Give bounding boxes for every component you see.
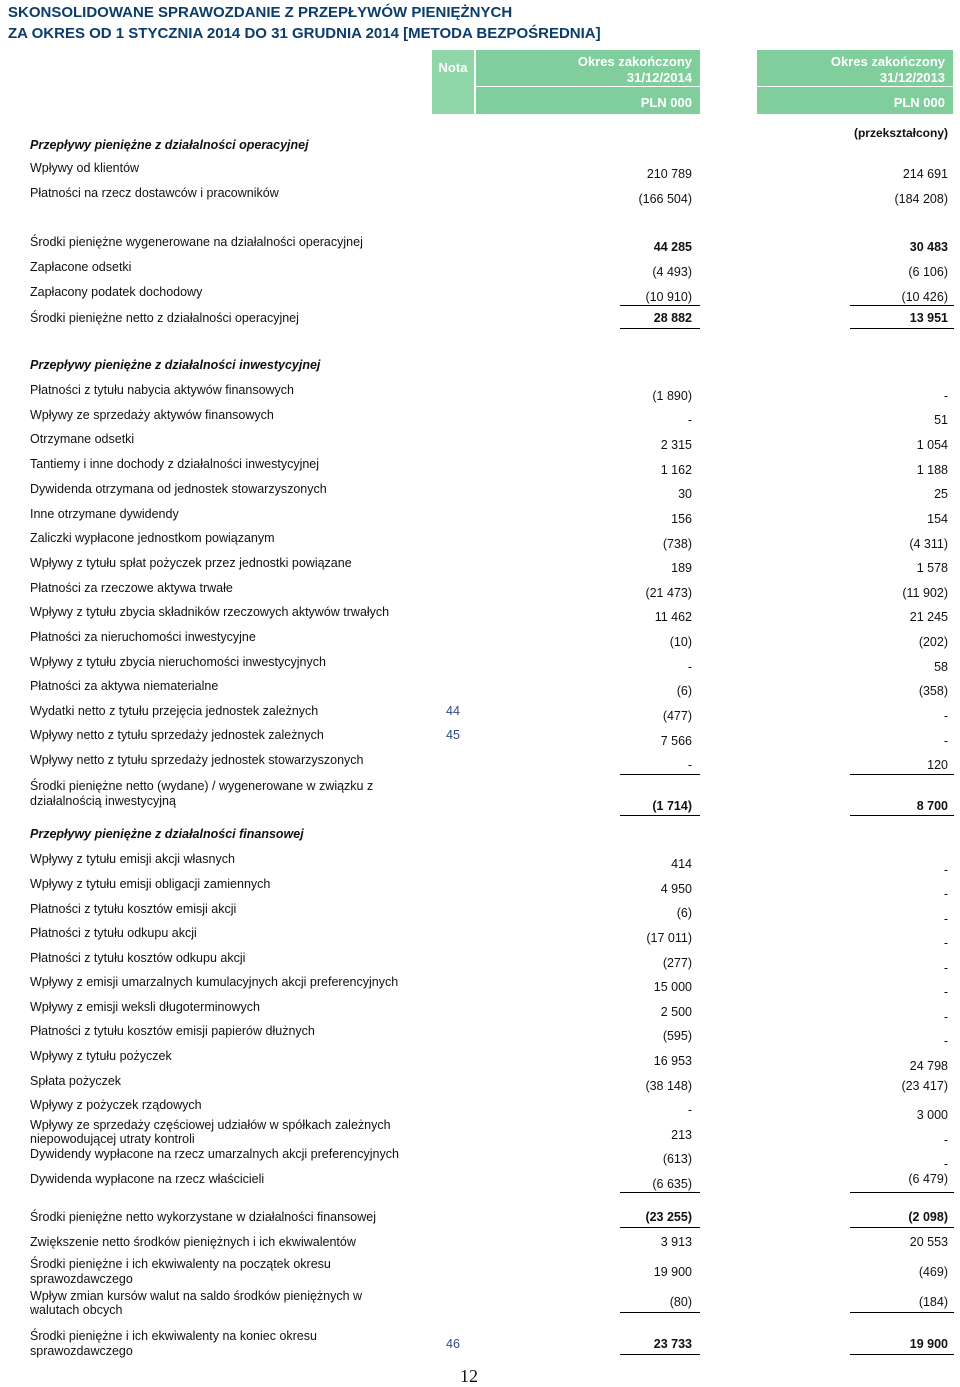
row-label: Wpływy z tytułu emisji obligacji zamiennych <box>30 877 271 891</box>
row-label: Spłata pożyczek <box>30 1074 122 1088</box>
value-2014: 15 000 <box>653 980 692 994</box>
row-label: Dywidendy wypłacone na rzecz umarzalnych akcji preferencyjnych <box>30 1147 399 1161</box>
row-label: Tantiemy i inne dochody z działalności inwestycyjnej <box>30 457 320 471</box>
period-2014-line1: Okres zakończony <box>577 54 692 69</box>
value-2014: 16 953 <box>653 1054 692 1068</box>
sum-rule <box>850 328 954 329</box>
value-2013: (2 098) <box>908 1210 948 1224</box>
value-2014: (613) <box>662 1152 692 1166</box>
row-label: Środki pieniężne wygenerowane na działalności operacyjnej <box>30 235 363 249</box>
value-2013: - <box>943 863 948 877</box>
value-2013: - <box>943 1157 948 1171</box>
value-2013: (202) <box>918 635 948 649</box>
value-2013: - <box>943 985 948 999</box>
value-2013: - <box>943 961 948 975</box>
value-2014: (277) <box>662 956 692 970</box>
row-label: Płatności z tytułu kosztów emisji papierów dłużnych <box>30 1024 315 1038</box>
value-2014: 11 462 <box>654 610 692 624</box>
value-2013: (358) <box>918 684 948 698</box>
row-label: Wpływy z tytułu emisji akcji własnych <box>30 852 235 866</box>
period-2013-line1: Okres zakończony <box>830 54 945 69</box>
value-2013: 30 483 <box>909 240 948 254</box>
value-2014: 7 566 <box>660 734 692 748</box>
value-2013: 24 798 <box>909 1059 948 1073</box>
value-2013: - <box>943 1010 948 1024</box>
header-divider <box>757 86 953 87</box>
value-2014: 44 285 <box>653 240 692 254</box>
value-2013: 58 <box>934 660 948 674</box>
value-2014: (166 504) <box>638 192 692 206</box>
row-label: Wpływy z emisji weksli długoterminowych <box>30 1000 260 1014</box>
value-2014: 414 <box>671 857 692 871</box>
report-subtitle: ZA OKRES OD 1 STYCZNIA 2014 DO 31 GRUDNIA 2014 [METODA BEZPOŚREDNIA] <box>8 25 601 42</box>
value-2014: (6) <box>676 684 692 698</box>
row-label: Płatności za aktywa niematerialne <box>30 679 219 693</box>
row-label: Wydatki netto z tytułu przejęcia jednostek zależnych <box>30 704 319 718</box>
row-label: Wpływy z tytułu zbycia nieruchomości inwestycyjnych <box>30 655 326 669</box>
value-2014: 2 315 <box>660 438 692 452</box>
row-label: Wpływy z tytułu zbycia składników rzeczowych aktywów trwałych <box>30 605 390 619</box>
value-2013: 120 <box>927 758 948 772</box>
note-header-label: Nota <box>438 60 468 75</box>
value-2014: - <box>687 660 692 674</box>
value-2014: (21 473) <box>645 586 692 600</box>
value-2013: 1 054 <box>916 438 948 452</box>
value-2013: 1 578 <box>916 561 948 575</box>
row-label: Wpływy ze sprzedaży częściowej udziałów w spółkach zależnych niepowodującej utraty kontroli <box>30 1118 391 1146</box>
value-2014: (17 011) <box>646 931 692 945</box>
value-2014: (6) <box>676 906 692 920</box>
value-2013: 20 553 <box>909 1235 948 1249</box>
value-2014: 19 900 <box>653 1265 692 1279</box>
row-label: Dywidenda otrzymana od jednostek stowarzyszonych <box>30 482 327 496</box>
row-label: Płatności za rzeczowe aktywa trwałe <box>30 581 233 595</box>
value-2014: (4 493) <box>652 265 692 279</box>
value-2013: (10 426) <box>901 290 948 304</box>
row-label: Zwiększenie netto środków pieniężnych i ich ekwiwalentów <box>30 1235 356 1249</box>
row-label: Płatności na rzecz dostawców i pracowników <box>30 186 279 200</box>
row-label: Środki pieniężne netto wykorzystane w działalności finansowej <box>30 1210 377 1224</box>
sum-rule <box>850 1192 954 1193</box>
value-2013: 51 <box>934 413 948 427</box>
value-2014: 30 <box>678 487 692 501</box>
value-2014: (1 890) <box>652 389 692 403</box>
sum-rule <box>620 1227 700 1228</box>
row-label: Płatności z tytułu kosztów odkupu akcji <box>30 951 246 965</box>
value-2014: 189 <box>671 561 692 575</box>
period-2013-label <box>831 54 945 86</box>
row-label: Środki pieniężne netto z działalności operacyjnej <box>30 311 299 325</box>
sum-rule <box>620 815 700 816</box>
header-divider <box>476 86 700 87</box>
value-2013: 21 245 <box>909 610 948 624</box>
sum-rule <box>620 1312 700 1313</box>
sum-rule <box>620 328 700 329</box>
row-label: Środki pieniężne i ich ekwiwalenty na koniec okresu sprawozdawczego <box>30 1329 317 1358</box>
section-title-investing: Przepływy pieniężne z działalności inwestycyjnej <box>30 358 321 372</box>
page-number: 12 <box>460 1366 478 1386</box>
value-2014: 213 <box>671 1128 692 1142</box>
sum-rule <box>850 1354 954 1355</box>
value-2013: 1 188 <box>916 463 948 477</box>
note-reference: 44 <box>446 704 460 718</box>
row-label: Wpływy z pożyczek rządowych <box>30 1098 202 1112</box>
value-2014: - <box>687 413 692 427</box>
value-2013: (184 208) <box>894 192 948 206</box>
row-label: Wpływy ze sprzedaży aktywów finansowych <box>30 408 274 422</box>
value-2014: (477) <box>662 709 692 723</box>
row-label: Płatności za nieruchomości inwestycyjne <box>30 630 256 644</box>
value-2014: 3 913 <box>660 1235 692 1249</box>
value-2013: 25 <box>934 487 948 501</box>
value-2014: 4 950 <box>660 882 692 896</box>
restated-label: (przekształcony) <box>853 126 948 140</box>
sum-rule <box>850 815 954 816</box>
sum-rule <box>620 305 700 306</box>
row-label: Wpływy od klientów <box>30 161 140 175</box>
value-2013: 13 951 <box>909 311 948 325</box>
value-2013: (6 479) <box>908 1172 948 1186</box>
row-label: Otrzymane odsetki <box>30 432 135 446</box>
sum-rule <box>620 1192 700 1193</box>
value-2014: (80) <box>669 1295 692 1309</box>
value-2013: 8 700 <box>916 799 948 813</box>
value-2014: 23 733 <box>653 1337 692 1351</box>
value-2013: - <box>943 887 948 901</box>
value-2014: (1 714) <box>652 799 692 813</box>
column-header-period-2013 <box>757 50 953 114</box>
value-2014: (6 635) <box>652 1177 692 1191</box>
value-2014: (38 148) <box>645 1079 692 1093</box>
value-2014: (10 910) <box>645 290 692 304</box>
section-title-operating: Przepływy pieniężne z działalności operacyjnej <box>30 138 309 152</box>
row-label: Środki pieniężne netto (wydane) / wygenerowane w związku z działalnością inwestycyjną <box>30 779 374 808</box>
period-2013-unit: PLN 000 <box>893 95 945 110</box>
note-reference: 45 <box>446 728 460 742</box>
value-2013: - <box>943 936 948 950</box>
value-2013: (6 106) <box>908 265 948 279</box>
report-title: SKONSOLIDOWANE SPRAWOZDANIE Z PRZEPŁYWÓW PIENIĘŻNYCH <box>8 4 513 21</box>
column-header-period-2014 <box>476 50 700 114</box>
value-2013: (11 902) <box>902 586 948 600</box>
row-label: Płatności z tytułu nabycia aktywów finansowych <box>30 383 295 397</box>
value-2013: - <box>943 709 948 723</box>
value-2013: 154 <box>927 512 948 526</box>
value-2013: 214 691 <box>902 167 948 181</box>
period-2014-label <box>578 54 692 86</box>
value-2013: - <box>943 1133 948 1147</box>
value-2014: 156 <box>671 512 692 526</box>
row-label: Wpływy z emisji umarzalnych kumulacyjnych akcji preferencyjnych <box>30 975 399 989</box>
note-reference: 46 <box>446 1337 460 1351</box>
value-2013: (4 311) <box>909 537 948 551</box>
value-2014: 2 500 <box>660 1005 692 1019</box>
sum-rule <box>850 305 954 306</box>
value-2014: (738) <box>662 537 692 551</box>
column-header-note <box>432 50 474 114</box>
row-label: Zapłacony podatek dochodowy <box>30 285 203 299</box>
row-label: Dywidenda wypłacone na rzecz właścicieli <box>30 1172 265 1186</box>
row-label: Wpływy netto z tytułu sprzedaży jednostek zależnych <box>30 728 324 742</box>
value-2013: 19 900 <box>909 1337 948 1351</box>
row-label: Płatności z tytułu kosztów emisji akcji <box>30 902 237 916</box>
sum-rule <box>620 1354 700 1355</box>
row-label: Zaliczki wypłacone jednostkom powiązanym <box>30 531 275 545</box>
value-2013: 3 000 <box>916 1108 948 1122</box>
value-2013: - <box>943 1034 948 1048</box>
period-2013-line2: 31/12/2013 <box>879 70 945 85</box>
value-2013: (184) <box>918 1295 948 1309</box>
row-label: Wpływy z tytułu pożyczek <box>30 1049 172 1063</box>
section-title-financing: Przepływy pieniężne z działalności finansowej <box>30 827 304 841</box>
value-2013: (23 417) <box>901 1079 948 1093</box>
value-2014: - <box>687 1103 692 1117</box>
value-2014: - <box>687 758 692 772</box>
sum-rule <box>850 774 954 775</box>
sum-rule <box>850 1312 954 1313</box>
value-2014: (10) <box>669 635 692 649</box>
value-2014: (23 255) <box>645 1210 692 1224</box>
period-2014-unit: PLN 000 <box>640 95 692 110</box>
value-2014: 1 162 <box>660 463 692 477</box>
row-label: Inne otrzymane dywidendy <box>30 507 179 521</box>
period-2014-line2: 31/12/2014 <box>626 70 692 85</box>
row-label: Płatności z tytułu odkupu akcji <box>30 926 197 940</box>
sum-rule <box>620 774 700 775</box>
row-label: Wpływ zmian kursów walut na saldo środków pieniężnych w walutach obcych <box>30 1289 363 1317</box>
value-2013: - <box>943 389 948 403</box>
row-label: Zapłacone odsetki <box>30 260 132 274</box>
value-2013: (469) <box>918 1265 948 1279</box>
value-2013: - <box>943 912 948 926</box>
row-label: Środki pieniężne i ich ekwiwalenty na początek okresu sprawozdawczego <box>30 1257 331 1286</box>
sum-rule <box>850 1227 954 1228</box>
row-label: Wpływy z tytułu spłat pożyczek przez jednostki powiązane <box>30 556 352 570</box>
row-label: Wpływy netto z tytułu sprzedaży jednostek stowarzyszonych <box>30 753 364 767</box>
value-2014: (595) <box>662 1029 692 1043</box>
value-2014: 28 882 <box>653 311 692 325</box>
value-2013: - <box>943 734 948 748</box>
value-2014: 210 789 <box>646 167 692 181</box>
